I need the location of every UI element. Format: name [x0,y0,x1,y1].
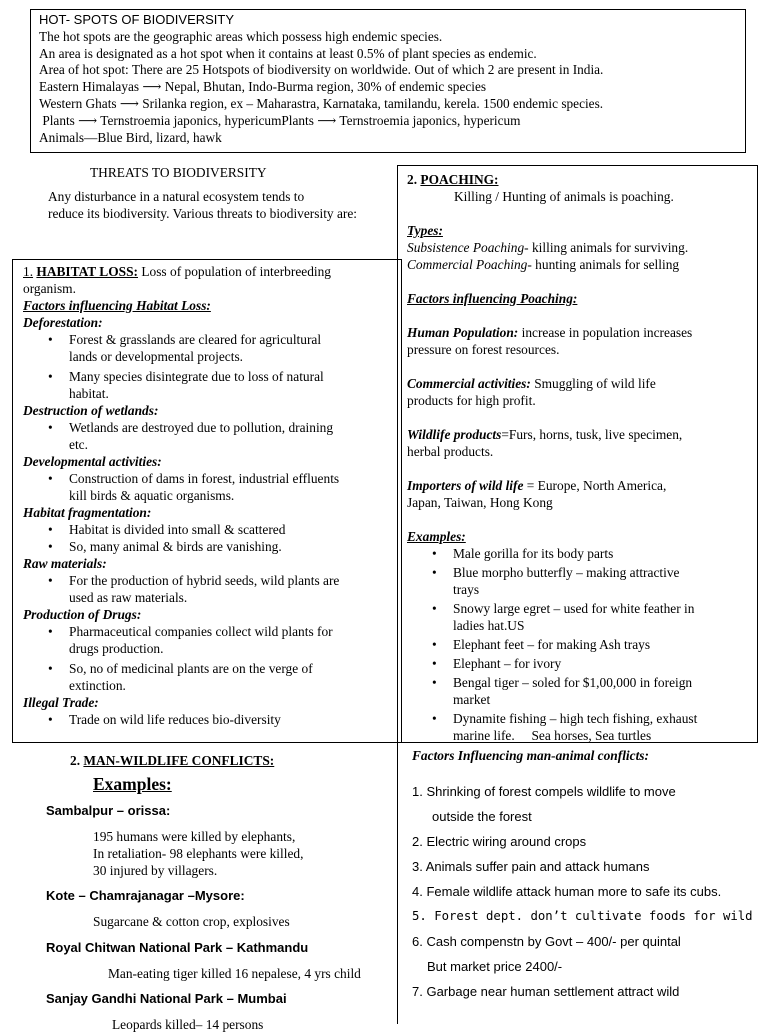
list-item: 4. Female wildlife attack human more to safe its cubs. [412,884,722,899]
list-item: 5. Forest dept. don’t cultivate foods for wild [412,909,753,923]
list-item: • Habitat is divided into small & scattered [69,521,401,538]
bullet-list [69,331,401,402]
habitat-desc-2: organism. [23,281,76,296]
list-item: • So, no of medicinal plants are on the verge of extinction. [69,660,401,694]
place-detail-line: Sugarcane & cotton crop, explosives [93,914,290,929]
place-details [20,828,400,879]
list-item: • Forest & grasslands are cleared for agricultural lands or developmental projects. [69,331,401,365]
list-item: But market price 2400/- [427,959,563,974]
poaching-title-line [407,171,757,188]
habitat-title-line [23,263,401,280]
hotspots-line: An area is designated as a hot spot when it contains at least 0.5% of plant species as endemic. [39,45,537,61]
bullet-list [69,572,401,606]
list-item: • Snowy large egret – used for white feather in ladies hat.US [453,600,757,634]
section-title: Developmental activities: [23,454,162,469]
place-detail-line: 195 humans were killed by elephants, [93,829,296,844]
hotspots-line: Plants ⟶ Ternstroemia japonics, hypericumPlants ⟶ Ternstroemia japonics, hypericum [39,112,521,128]
list-item: • So, many animal & birds are vanishing. [69,538,401,555]
type-item: Subsistence Poaching- killing animals for surviving. [407,240,689,255]
threats-intro-1: Any disturbance in a natural ecosystem tends to [48,189,305,204]
conflicts-title: MAN-WILDLIFE CONFLICTS: [83,753,275,768]
place-detail-line: 30 injured by villagers. [93,863,218,878]
poaching-definition: Killing / Hunting of animals is poaching. [454,189,674,204]
bullet-list [69,623,401,694]
place-detail-line: Leopards killed– 14 persons [112,1017,264,1032]
habitat-num: 1. [23,264,34,279]
conflict-factors-heading: Factors Influencing man-animal conflicts: [412,748,649,763]
place-name: Sambalpur – orissa: [46,803,171,818]
list-item: • Male gorilla for its body parts [453,545,757,562]
list-item: • Blue morpho butterfly – making attractive trays [453,564,757,598]
section-title: Raw materials: [23,556,107,571]
list-item: 2. Electric wiring around crops [412,834,587,849]
factor-item: Human Population: increase in population increases pressure on forest resources. [407,325,693,357]
list-item: • Dynamite fishing – high tech fishing, exhaust marine life. Sea horses, Sea turtles [453,710,757,744]
section-title: Illegal Trade: [23,695,99,710]
hotspots-line: Eastern Himalayas ⟶ Nepal, Bhutan, Indo-Burma region, 30% of endemic species [39,79,487,95]
conflicts-num: 2. [70,753,81,768]
list-item: 6. Cash compenstn by Govt – 400/- per quintal [412,934,681,949]
types-heading: Types: [407,223,443,238]
factor-item: Commercial activities: Smuggling of wild life products for high profit. [407,376,656,408]
place-name: Royal Chitwan National Park – Kathmandu [46,940,309,955]
conflicts-section [20,752,400,1033]
list-item: 3. Animals suffer pain and attack humans [412,859,650,874]
section-title: Habitat fragmentation: [23,505,152,520]
factor-item: Importers of wild life = Europe, North America, Japan, Taiwan, Hong Kong [407,478,667,510]
bullet-list [69,470,401,504]
hotspots-line: Western Ghats ⟶ Srilanka region, ex – Maharastra, Karnataka, tamilandu, kerela. 1500 endemic species. [39,95,604,111]
poaching-factors-heading: Factors influencing Poaching: [407,291,578,306]
place-detail-line: Man-eating tiger killed 16 nepalese, 4 yrs child [108,966,361,981]
section-title: Destruction of wetlands: [23,403,159,418]
threats-intro-2: reduce its biodiversity. Various threats to biodiversity are: [48,206,358,221]
conflict-factors-section [412,747,762,1004]
poaching-content [407,171,757,744]
conflict-factors-list [412,779,762,1004]
hotspots-line: The hot spots are the geographic areas which possess high endemic species. [39,28,443,44]
list-item: 7. Garbage near human settlement attract wild [412,984,680,999]
list-item: • For the production of hybrid seeds, wild plants are used as raw materials. [69,572,401,606]
list-item: • Construction of dams in forest, industrial effluents kill birds & aquatic organisms. [69,470,401,504]
threats-heading: THREATS TO BIODIVERSITY [90,165,267,180]
list-item: • Wetlands are destroyed due to pollution, draining etc. [69,419,401,453]
poaching-num: 2. [407,172,418,187]
list-item: outside the forest [432,809,532,824]
type-item: Commercial Poaching- hunting animals for selling [407,257,680,272]
place-detail-line: In retaliation- 98 elephants were killed, [93,846,304,861]
list-item: 1. Shrinking of forest compels wildlife to move [412,784,676,799]
bullet-list [69,521,401,555]
hotspots-line: Area of hot spot: There are 25 Hotspots of biodiversity on worldwide. Out of which 2 are present in India. [39,62,604,78]
hotspots-content [39,12,744,146]
place-name: Sanjay Gandhi National Park – Mumbai [46,991,287,1006]
list-item: • Trade on wild life reduces bio-diversity [69,711,401,728]
hotspots-heading: HOT- SPOTS OF BIODIVERSITY [39,12,235,27]
hotspots-line: Animals—Blue Bird, lizard, hawk [39,129,222,145]
habitat-factors-heading: Factors influencing Habitat Loss: [23,298,211,313]
list-item: • Pharmaceutical companies collect wild plants for drugs production. [69,623,401,657]
list-item: • Bengal tiger – soled for $1,00,000 in foreign market [453,674,757,708]
habitat-title: HABITAT LOSS: [36,264,138,279]
poaching-examples-heading: Examples: [407,529,466,544]
conflicts-examples-heading: Examples: [93,774,172,794]
place-name: Kote – Chamrajanagar –Mysore: [46,888,245,903]
examples-list [453,545,757,744]
section-title: Production of Drugs: [23,607,142,622]
conflict-factors-divider [397,743,398,1024]
habitat-desc: Loss of population of interbreeding [138,264,332,279]
bullet-list [69,419,401,453]
conflicts-title-line [20,752,400,769]
list-item: • Elephant – for ivory [453,655,757,672]
poaching-title: POACHING: [420,172,499,187]
section-title: Deforestation: [23,315,103,330]
factor-item: Wildlife products=Furs, horns, tusk, live specimen, herbal products. [407,427,683,459]
list-item: • Elephant feet – for making Ash trays [453,636,757,653]
list-item: • Many species disintegrate due to loss of natural habitat. [69,368,401,402]
bullet-list [69,711,401,728]
habitat-loss-content [23,263,401,728]
